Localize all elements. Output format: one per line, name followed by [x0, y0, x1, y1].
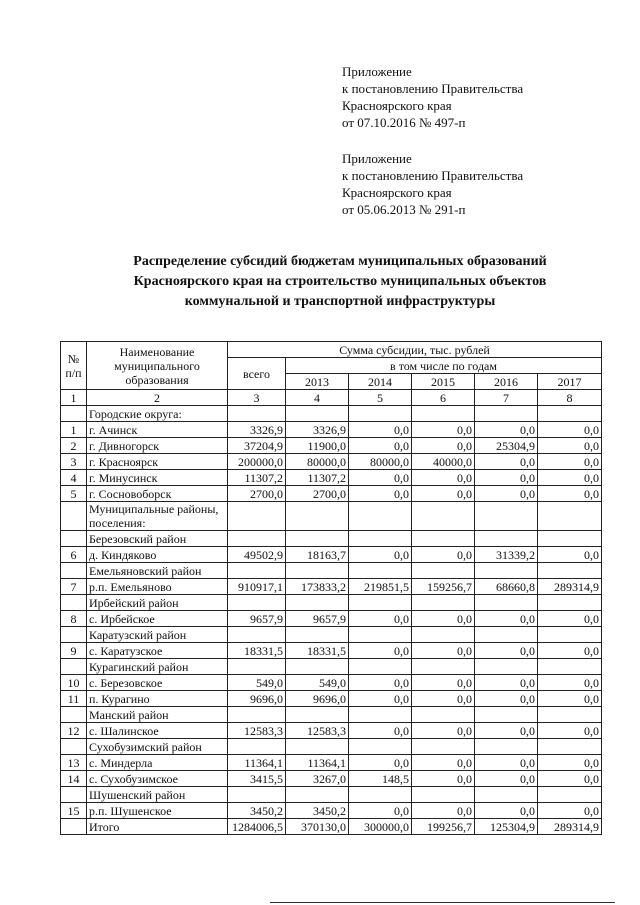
- header-year: 2014: [349, 374, 412, 390]
- row-value: 37204,9: [228, 438, 286, 454]
- row-value: 80000,0: [349, 454, 412, 470]
- table-row: [61, 502, 602, 531]
- row-number: [61, 739, 87, 755]
- row-value: 18331,5: [228, 643, 286, 659]
- row-value: 0,0: [412, 771, 475, 787]
- header-year: 2015: [412, 374, 475, 390]
- table-row: [61, 739, 602, 755]
- row-name: Муниципальные районы, поселения:: [87, 502, 228, 531]
- row-value: [349, 787, 412, 803]
- row-value: [475, 627, 538, 643]
- table-row: [61, 454, 602, 470]
- row-value: 3326,9: [286, 422, 349, 438]
- row-value: 0,0: [349, 723, 412, 739]
- table-row: [61, 723, 602, 739]
- row-number: [61, 502, 87, 531]
- row-value: [538, 739, 602, 755]
- row-value: 0,0: [475, 422, 538, 438]
- row-value: 0,0: [538, 470, 602, 486]
- row-value: [412, 595, 475, 611]
- row-value: [412, 627, 475, 643]
- row-value: 11364,1: [228, 755, 286, 771]
- row-value: [475, 563, 538, 579]
- row-value: [475, 787, 538, 803]
- column-number: 7: [475, 390, 538, 406]
- table-row: [61, 707, 602, 723]
- column-number: 5: [349, 390, 412, 406]
- row-value: 0,0: [538, 643, 602, 659]
- row-value: [349, 659, 412, 675]
- row-value: 0,0: [412, 422, 475, 438]
- row-value: [228, 531, 286, 547]
- row-name: п. Курагино: [87, 691, 228, 707]
- row-value: 9657,9: [286, 611, 349, 627]
- table-row: [61, 643, 602, 659]
- row-value: 0,0: [475, 771, 538, 787]
- row-value: [286, 787, 349, 803]
- table-row: [61, 486, 602, 502]
- row-value: 0,0: [412, 675, 475, 691]
- row-value: 0,0: [538, 771, 602, 787]
- row-number: 10: [61, 675, 87, 691]
- table-row: [61, 531, 602, 547]
- row-name: с. Каратузское: [87, 643, 228, 659]
- row-value: 0,0: [538, 755, 602, 771]
- row-value: 0,0: [412, 803, 475, 819]
- row-value: 159256,7: [412, 579, 475, 595]
- row-number: 11: [61, 691, 87, 707]
- row-value: 0,0: [475, 643, 538, 659]
- row-value: 3267,0: [286, 771, 349, 787]
- table-row: [61, 579, 602, 595]
- row-value: [349, 595, 412, 611]
- column-number: 3: [228, 390, 286, 406]
- row-name: Березовский район: [87, 531, 228, 547]
- column-number: 4: [286, 390, 349, 406]
- row-value: 0,0: [412, 611, 475, 627]
- row-value: 289314,9: [538, 819, 602, 835]
- table-row: [61, 470, 602, 486]
- row-name: д. Киндяково: [87, 547, 228, 563]
- row-value: 25304,9: [475, 438, 538, 454]
- row-value: [286, 531, 349, 547]
- row-name: с. Сухобузимское: [87, 771, 228, 787]
- row-value: 0,0: [538, 454, 602, 470]
- row-number: 3: [61, 454, 87, 470]
- appendix-line: к постановлению Правительства: [342, 168, 524, 183]
- row-value: 0,0: [412, 438, 475, 454]
- header-row-1: [61, 342, 602, 358]
- row-value: [349, 563, 412, 579]
- row-value: 300000,0: [349, 819, 412, 835]
- row-value: 3450,2: [286, 803, 349, 819]
- row-value: [286, 406, 349, 422]
- row-value: 0,0: [538, 691, 602, 707]
- row-name: с. Миндерла: [87, 755, 228, 771]
- row-value: [475, 659, 538, 675]
- row-value: [286, 563, 349, 579]
- appendix-note-2013: [342, 150, 612, 218]
- row-value: 0,0: [349, 611, 412, 627]
- appendix-line: Красноярского края: [342, 185, 452, 200]
- row-number: [61, 787, 87, 803]
- row-number: 13: [61, 755, 87, 771]
- table-row: [61, 755, 602, 771]
- row-value: 0,0: [412, 470, 475, 486]
- table-row: [61, 547, 602, 563]
- row-value: 125304,9: [475, 819, 538, 835]
- row-value: 549,0: [228, 675, 286, 691]
- row-name: с. Березовское: [87, 675, 228, 691]
- row-name: с. Шалинское: [87, 723, 228, 739]
- appendix-line: Красноярского края: [342, 98, 452, 113]
- row-value: 200000,0: [228, 454, 286, 470]
- appendix-line: от 07.10.2016 № 497-п: [342, 115, 466, 130]
- row-value: [286, 595, 349, 611]
- row-value: 0,0: [412, 723, 475, 739]
- row-value: [538, 627, 602, 643]
- row-value: 11900,0: [286, 438, 349, 454]
- row-value: [286, 659, 349, 675]
- row-value: [538, 502, 602, 531]
- row-value: [538, 406, 602, 422]
- row-name: Ирбейский район: [87, 595, 228, 611]
- row-value: 0,0: [538, 486, 602, 502]
- row-value: [538, 595, 602, 611]
- row-value: 910917,1: [228, 579, 286, 595]
- row-name: Емельяновский район: [87, 563, 228, 579]
- row-value: [412, 563, 475, 579]
- row-value: 40000,0: [412, 454, 475, 470]
- row-name: г. Ачинск: [87, 422, 228, 438]
- table-row: [61, 611, 602, 627]
- row-value: [412, 787, 475, 803]
- row-number: 7: [61, 579, 87, 595]
- row-value: [412, 659, 475, 675]
- table-row: [61, 803, 602, 819]
- row-value: [286, 627, 349, 643]
- row-value: 0,0: [412, 691, 475, 707]
- row-value: [475, 406, 538, 422]
- row-value: [475, 739, 538, 755]
- row-value: [349, 502, 412, 531]
- row-value: 289314,9: [538, 579, 602, 595]
- row-value: [349, 406, 412, 422]
- table-row: [61, 819, 602, 835]
- row-value: [412, 739, 475, 755]
- column-number: 6: [412, 390, 475, 406]
- row-value: 0,0: [538, 438, 602, 454]
- row-value: 0,0: [349, 643, 412, 659]
- row-value: 0,0: [475, 486, 538, 502]
- row-value: [412, 531, 475, 547]
- row-value: [349, 739, 412, 755]
- row-value: 0,0: [538, 675, 602, 691]
- table-row: [61, 422, 602, 438]
- appendix-line: Приложение: [342, 151, 412, 166]
- column-numbers-row: [61, 390, 602, 406]
- column-number: 2: [87, 390, 228, 406]
- row-number: [61, 819, 87, 835]
- row-value: [228, 595, 286, 611]
- row-name: Курагинский район: [87, 659, 228, 675]
- title-line: коммунальной и транспортной инфраструктуры: [184, 294, 496, 309]
- row-value: [412, 502, 475, 531]
- row-value: 68660,8: [475, 579, 538, 595]
- row-value: 0,0: [349, 422, 412, 438]
- header-total: всего: [228, 358, 286, 390]
- row-value: 219851,5: [349, 579, 412, 595]
- row-value: 9696,0: [228, 691, 286, 707]
- appendix-line: к постановлению Правительства: [342, 81, 524, 96]
- row-value: 0,0: [538, 547, 602, 563]
- row-number: 9: [61, 643, 87, 659]
- row-value: 0,0: [349, 486, 412, 502]
- header-year: 2013: [286, 374, 349, 390]
- row-value: 11364,1: [286, 755, 349, 771]
- row-value: [228, 563, 286, 579]
- row-name: с. Ирбейское: [87, 611, 228, 627]
- row-value: 0,0: [349, 755, 412, 771]
- row-value: 0,0: [475, 755, 538, 771]
- row-number: [61, 627, 87, 643]
- row-value: 549,0: [286, 675, 349, 691]
- column-number: 1: [61, 390, 87, 406]
- row-value: 0,0: [349, 470, 412, 486]
- row-value: 0,0: [475, 675, 538, 691]
- row-value: 2700,0: [286, 486, 349, 502]
- row-number: 8: [61, 611, 87, 627]
- row-value: 0,0: [412, 755, 475, 771]
- row-value: [286, 502, 349, 531]
- row-value: 31339,2: [475, 547, 538, 563]
- appendix-note-2016: [342, 63, 612, 131]
- row-value: [475, 595, 538, 611]
- row-value: [349, 531, 412, 547]
- document-title: [60, 252, 620, 312]
- appendix-line: Приложение: [342, 64, 412, 79]
- table-row: [61, 771, 602, 787]
- row-value: 3450,2: [228, 803, 286, 819]
- row-number: 14: [61, 771, 87, 787]
- header-num: № п/п: [61, 342, 87, 390]
- row-value: 0,0: [538, 611, 602, 627]
- row-value: 12583,3: [228, 723, 286, 739]
- row-value: 3415,5: [228, 771, 286, 787]
- row-value: 0,0: [412, 547, 475, 563]
- row-value: [228, 406, 286, 422]
- row-value: 0,0: [475, 470, 538, 486]
- table-row: [61, 787, 602, 803]
- table-row: [61, 438, 602, 454]
- row-value: [475, 531, 538, 547]
- page-bottom-rule: [270, 902, 615, 903]
- row-value: 0,0: [538, 803, 602, 819]
- row-value: [538, 787, 602, 803]
- table-row: [61, 595, 602, 611]
- row-value: 0,0: [538, 422, 602, 438]
- table-row: [61, 675, 602, 691]
- row-value: 9696,0: [286, 691, 349, 707]
- row-value: 11307,2: [286, 470, 349, 486]
- row-name: Каратузский район: [87, 627, 228, 643]
- row-value: 2700,0: [228, 486, 286, 502]
- row-number: [61, 563, 87, 579]
- row-value: 49502,9: [228, 547, 286, 563]
- row-value: [228, 627, 286, 643]
- row-value: 0,0: [349, 675, 412, 691]
- row-number: [61, 595, 87, 611]
- row-value: [475, 707, 538, 723]
- row-value: 3326,9: [228, 422, 286, 438]
- row-value: 0,0: [349, 691, 412, 707]
- row-value: 0,0: [475, 803, 538, 819]
- row-value: [412, 707, 475, 723]
- header-year: 2017: [538, 374, 602, 390]
- row-number: 12: [61, 723, 87, 739]
- row-value: 173833,2: [286, 579, 349, 595]
- header-by-years: в том числе по годам: [286, 358, 602, 374]
- row-number: [61, 406, 87, 422]
- row-value: 12583,3: [286, 723, 349, 739]
- row-value: [228, 787, 286, 803]
- table-body: [61, 342, 602, 835]
- title-line: Распределение субсидий бюджетам муниципальных образований: [133, 254, 547, 269]
- row-value: [286, 707, 349, 723]
- row-name: Сухобузимский район: [87, 739, 228, 755]
- row-value: 0,0: [349, 547, 412, 563]
- title-line: Красноярского края на строительство муниципальных объектов: [133, 274, 547, 289]
- row-value: [538, 531, 602, 547]
- row-name: г. Дивногорск: [87, 438, 228, 454]
- row-value: [228, 739, 286, 755]
- header-year: 2016: [475, 374, 538, 390]
- row-number: 15: [61, 803, 87, 819]
- table-row: [61, 627, 602, 643]
- row-name: г. Сосновоборск: [87, 486, 228, 502]
- row-value: [228, 659, 286, 675]
- row-value: [349, 707, 412, 723]
- row-number: 5: [61, 486, 87, 502]
- row-name: р.п. Емельяново: [87, 579, 228, 595]
- row-value: 370130,0: [286, 819, 349, 835]
- row-number: 2: [61, 438, 87, 454]
- table-row: [61, 563, 602, 579]
- row-value: [228, 502, 286, 531]
- row-name: Шушенский район: [87, 787, 228, 803]
- row-value: 0,0: [475, 723, 538, 739]
- row-number: [61, 659, 87, 675]
- row-value: [538, 707, 602, 723]
- subsidies-table: [60, 341, 602, 835]
- row-value: 80000,0: [286, 454, 349, 470]
- row-name: г. Красноярск: [87, 454, 228, 470]
- row-value: 0,0: [538, 723, 602, 739]
- row-value: 1284006,5: [228, 819, 286, 835]
- row-value: 0,0: [412, 643, 475, 659]
- row-value: 0,0: [349, 803, 412, 819]
- row-number: [61, 531, 87, 547]
- row-name: Манский район: [87, 707, 228, 723]
- row-value: [538, 659, 602, 675]
- row-value: 0,0: [475, 611, 538, 627]
- row-value: 18163,7: [286, 547, 349, 563]
- row-value: 11307,2: [228, 470, 286, 486]
- row-value: 0,0: [475, 454, 538, 470]
- row-value: [349, 627, 412, 643]
- table-row: [61, 691, 602, 707]
- row-name: р.п. Шушенское: [87, 803, 228, 819]
- row-value: [475, 502, 538, 531]
- row-value: 0,0: [349, 438, 412, 454]
- row-number: 6: [61, 547, 87, 563]
- row-value: [286, 739, 349, 755]
- header-name: Наименование муниципального образования: [87, 342, 228, 390]
- row-value: [538, 563, 602, 579]
- row-value: 148,5: [349, 771, 412, 787]
- column-number: 8: [538, 390, 602, 406]
- row-value: 18331,5: [286, 643, 349, 659]
- row-number: [61, 707, 87, 723]
- header-sum: Сумма субсидии, тыс. рублей: [228, 342, 602, 358]
- row-value: 9657,9: [228, 611, 286, 627]
- row-name: г. Минусинск: [87, 470, 228, 486]
- row-name: Итого: [87, 819, 228, 835]
- table-row: [61, 406, 602, 422]
- row-value: 0,0: [412, 486, 475, 502]
- row-name: Городские округа:: [87, 406, 228, 422]
- row-value: [412, 406, 475, 422]
- row-value: 0,0: [475, 691, 538, 707]
- row-value: 199256,7: [412, 819, 475, 835]
- row-number: 4: [61, 470, 87, 486]
- table-row: [61, 659, 602, 675]
- row-value: [228, 707, 286, 723]
- appendix-line: от 05.06.2013 № 291-п: [342, 202, 466, 217]
- row-number: 1: [61, 422, 87, 438]
